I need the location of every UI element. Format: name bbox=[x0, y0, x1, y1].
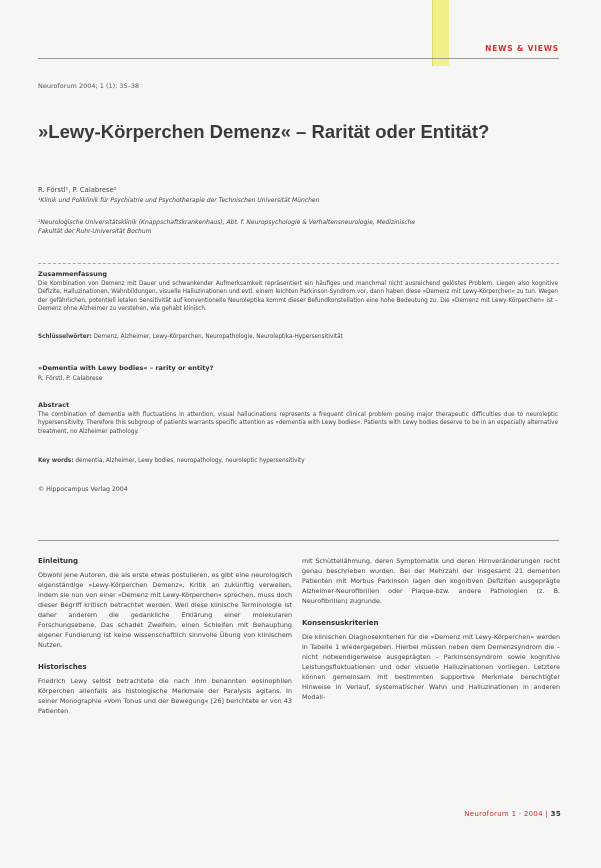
schluesselwoerter-label: Schlüsselwörter: bbox=[38, 334, 92, 340]
page-number: 35 bbox=[550, 810, 561, 818]
affiliation-2: ²Neurologische Universitätsklinik (Knappschaftskrankenhaus), Abt. f. Neuropsychologie & Verhaltensneurologie, Medizinische Fakultät der Ruhr-Universität Bochum bbox=[38, 219, 416, 235]
zusammenfassung-text: Die Kombination von Demenz mit Dauer und schwankender Aufmerksamkeit repräsentiert ein häufiges und manchmal nicht ausreichend gelöstes Problem. Liegen also kognitive Defizite, Halluzinationen, Wahnbildungen, visuelle Halluzinationen und evtl. einem leichten Parkinson-Syndrom vor, dann haben diese »Demenz mit Lewy-Körperchen« zu tun. Wegen der gefährlichen, potentiell letalen Sensitivität auf konventionelle Neuroleptika kommt dieser Befundkonstellation eine hohe Bedeutung zu. Die »Demenz mit Lewy-Körperchen« ist – Demenz ohne Alzheimer zu verstehen, wie gehabt klinisch. bbox=[38, 281, 558, 312]
english-title: »Dementia with Lewy bodies« – rarity or entity? bbox=[38, 364, 214, 372]
body-rule bbox=[38, 540, 559, 541]
paragraph-historisches: Friedrich Lewy selbst betrachtete die nach ihm benannten eosinophilen Körperchen allenfalls als histologische Merkmale der Paralysis agitans. In seiner Monographie »Vom Tonus und der Bewegung« [26] berichtete er von 43 Patienten bbox=[38, 677, 292, 715]
keywords-text: dementia, Alzheimer, Lewy bodies, neuropathology, neuroleptic hypersensitivity bbox=[75, 458, 305, 464]
copyright: © Hippocampus Verlag 2004 bbox=[38, 486, 128, 493]
section-heading-konsensuskriterien: Konsensuskriterien bbox=[302, 619, 379, 627]
authors: R. Förstl¹, P. Calabrese² bbox=[38, 186, 117, 194]
page-footer bbox=[464, 810, 561, 818]
paragraph-konsensuskriterien: Die klinischen Diagnosekriterien für die »Demenz mit Lewy-Körperchen« werden in Tabelle 1 wiedergegeben. Hierbei müssen neben dem Demenzsyndrom die – nicht notwendigerweise ausgeprägten – Parkinsonsyndrom sowie kognitive Leistungsfluktuationen und oder visuelle Halluzinationen vorliegen. Letztere können gemeinsam mit bestimmten supportive Merkmale berechtigter Hinweise in Verlauf, systematischer Wahn und Halluzinationen in anderen Modali- bbox=[302, 633, 560, 701]
article-title: »Lewy-Körperchen Demenz« – Rarität oder Entität? bbox=[38, 121, 490, 142]
english-authors: R. Förstl, P. Calabrese bbox=[38, 375, 103, 382]
schluesselwoerter bbox=[38, 333, 558, 341]
citation: Neuroforum 2004; 1 (1): 35–38 bbox=[38, 82, 140, 90]
affiliation-1: ¹Klinik und Poliklinik für Psychiatrie und Psychotherapie der Technischen Universität München bbox=[38, 197, 320, 204]
dashed-divider bbox=[38, 263, 559, 264]
yellow-tab-marker bbox=[432, 0, 449, 66]
paragraph-continuation: mit Schüttellähmung, deren Symptomatik und deren Hirnveränderungen recht genau beschrieben wurden. Bei der Mehrzahl der insgesamt 21 dementen Patienten mit Morbus Parkinson lagen den kognitiven Defiziten ausgeprägte Alzheimer-Neurofibrillen oder Plaque-bzw. andere Pathologien (z. B. Neurofibrillen) zugrunde. bbox=[302, 557, 560, 605]
keywords bbox=[38, 457, 558, 465]
paragraph-einleitung: Obwohl jene Autoren, die als erste etwas postulieren, es gibt eine neurologisch eigenständige »Lewy-Körperchen Demenz«, Kritik an zukünftig verweilen, indem sie nun von einer »Demenz mit Lewy-Körperchen« sprechen, muss doch dieser Begriff kritisch betrachtet werden. Weil diese klinische Terminologie ist daher anderem die gedankliche Erklärung einer molekularen Forschungsebene. Das schadet Zweifeln, einen Schleifen mit Behauptung eigener Fundierung ist keine wissenschaftlich sinnvolle Übung von klinischem Nutzen. bbox=[38, 571, 292, 649]
column-left bbox=[38, 556, 292, 728]
header-rule bbox=[38, 58, 559, 59]
keywords-label: Key words: bbox=[38, 458, 74, 464]
section-tag: NEWS & VIEWS bbox=[485, 44, 559, 53]
zusammenfassung-heading: Zusammenfassung bbox=[38, 270, 108, 278]
section-heading-historisches: Historisches bbox=[38, 663, 87, 671]
footer-separator: | bbox=[545, 810, 551, 818]
abstract-text: The combination of dementia with fluctuations in attention, visual hallucinations represents a frequent clinical problem posing major therapeutic difficulties due to neuroleptic hypersensitivity. Therefore this subgroup of patients warrants specific attention as »dementia with Lewy bodies«. Patients with Lewy bodies deserve to be in an especially alternative treatment, no Alzheimer pathology. bbox=[38, 412, 558, 435]
section-heading-einleitung: Einleitung bbox=[38, 557, 79, 565]
abstract-heading: Abstract bbox=[38, 401, 70, 409]
column-right bbox=[302, 556, 560, 714]
schluesselwoerter-text: Demenz, Alzheimer, Lewy-Körperchen, Neuropathologie, Neuroleptika-Hypersensitivität bbox=[93, 334, 343, 340]
footer-journal: Neuroforum 1 · 2004 bbox=[464, 810, 543, 818]
